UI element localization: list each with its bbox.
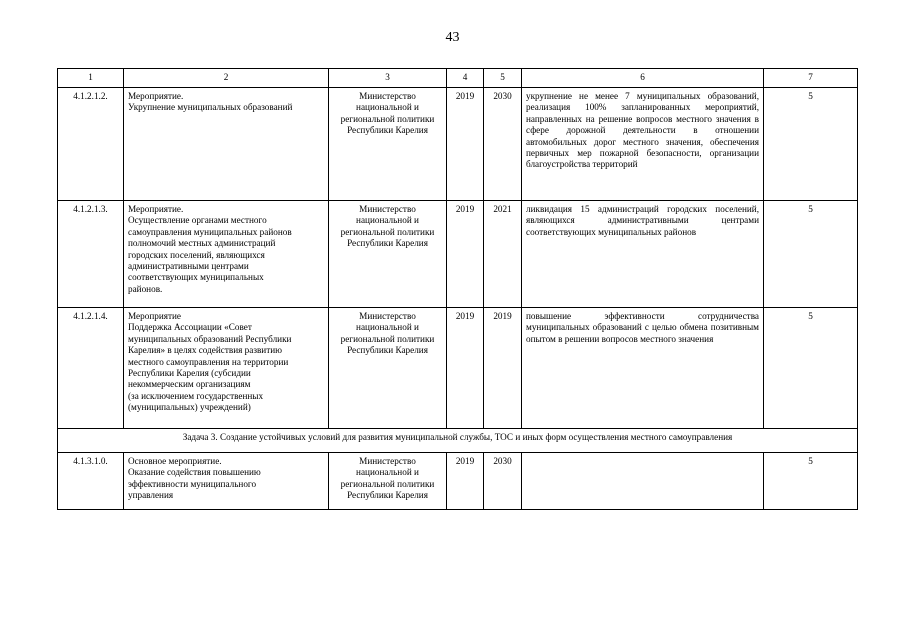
executor-line: региональной политики (340, 333, 435, 344)
column-header: 7 (764, 69, 858, 88)
row-indicator: 5 (764, 88, 858, 201)
program-table (57, 68, 858, 510)
event-line: эффективности муниципального (128, 478, 257, 489)
column-header: 5 (484, 69, 522, 88)
executor-line: региональной политики (340, 226, 435, 237)
executor-line: Министерство (359, 311, 416, 321)
event-line: Основное мероприятие. (128, 456, 222, 466)
page-number: 43 (445, 30, 460, 45)
row-event (124, 453, 329, 510)
row-code: 4.1.2.1.2. (58, 88, 124, 201)
event-line: Мероприятие. (128, 204, 184, 214)
event-line: муниципальных образований Республики (128, 333, 292, 344)
row-indicator: 5 (764, 201, 858, 308)
row-code: 4.1.2.1.4. (58, 308, 124, 429)
row-end-year: 2019 (484, 308, 522, 429)
column-header: 3 (329, 69, 447, 88)
row-code: 4.1.3.1.0. (58, 453, 124, 510)
row-executor (329, 88, 447, 201)
result-text: центрами соответствующих муниципальных (526, 215, 759, 237)
event-line: управления (128, 490, 174, 501)
table-row (58, 201, 858, 308)
executor-line: Министерство (359, 204, 416, 214)
executor-line: национальной и (356, 322, 419, 333)
table-row (58, 308, 858, 429)
column-header: 2 (124, 69, 329, 88)
row-indicator: 5 (764, 453, 858, 510)
event-line: Оказание содействия повышению (128, 467, 261, 478)
result-text: пожарной безопасности, организации (599, 148, 759, 159)
column-header: 6 (522, 69, 764, 88)
result-text: местного значения, обеспечения первичных мер (526, 136, 759, 159)
row-event (124, 308, 329, 429)
row-result (522, 88, 764, 201)
row-start-year: 2019 (447, 453, 484, 510)
event-line: (за исключением государственных (128, 390, 264, 401)
row-code: 4.1.2.1.3. (58, 201, 124, 308)
row-start-year: 2019 (447, 308, 484, 429)
row-executor (329, 201, 447, 308)
result-text: ликвидация 15 администраций городских (526, 204, 707, 214)
row-executor (329, 453, 447, 510)
event-line: Осуществление органами местного (128, 215, 267, 226)
row-end-year: 2030 (484, 88, 522, 201)
row-result (522, 201, 764, 308)
result-text: благоустройства территорий (526, 159, 638, 170)
executor-line: региональной политики (340, 478, 435, 489)
executor-line: национальной и (356, 102, 419, 113)
event-line: местного самоуправления на территории (128, 356, 289, 367)
row-start-year: 2019 (447, 201, 484, 308)
result-text: образований, реализация 100% запланированных (526, 91, 760, 113)
column-header: 1 (58, 69, 124, 88)
result-text: деятельности в отношении автомобильных дорог (526, 125, 759, 147)
executor-line: Республики Карелия (347, 238, 428, 249)
result-text: укрупнение не менее 7 муниципальных (526, 91, 701, 101)
executor-line: Республики Карелия (347, 125, 428, 136)
result-text: повышение эффективности сотрудничества (526, 311, 759, 321)
result-text: позитивным опытом в решении вопросов местного (526, 322, 759, 344)
table-row (58, 88, 858, 201)
task-header-row (58, 429, 858, 453)
executor-line: Министерство (359, 456, 416, 466)
executor-line: Республики Карелия (347, 345, 428, 356)
result-text: поселений, являющихся административными (526, 204, 760, 226)
result-text: мероприятий, направленных на решение вопросов (526, 102, 759, 124)
result-text: муниципальных образований с целью обмена (526, 322, 708, 333)
event-line: Мероприятие. (128, 91, 184, 101)
row-executor (329, 308, 447, 429)
row-indicator: 5 (764, 308, 858, 429)
result-text: местного значения в сфере дорожной (526, 113, 760, 136)
event-line: соответствующих муниципальных (128, 272, 264, 283)
event-line: (муниципальных) учреждений) (128, 402, 251, 413)
row-end-year: 2030 (484, 453, 522, 510)
event-line: районов. (128, 283, 163, 294)
column-header: 4 (447, 69, 484, 88)
executor-line: национальной и (356, 215, 419, 226)
task-title: Задача 3. Создание устойчивых условий для развития муниципальной службы, ТОС и иных форм осуществления местного самоуправления (58, 429, 858, 453)
column-header-row (58, 69, 858, 88)
result-text: районов (664, 226, 697, 237)
row-start-year: 2019 (447, 88, 484, 201)
event-line: городских поселений, являющихся (128, 249, 265, 260)
result-text: значения (678, 333, 714, 344)
row-result (522, 308, 764, 429)
executor-line: региональной политики (340, 113, 435, 124)
event-line: некоммерческим организациям (128, 379, 251, 390)
event-line: Укрупнение муниципальных образований (128, 102, 293, 113)
row-event (124, 201, 329, 308)
event-line: Мероприятие (128, 311, 181, 321)
row-end-year: 2021 (484, 201, 522, 308)
event-line: Поддержка Ассоциации «Совет (128, 322, 252, 333)
row-event (124, 88, 329, 201)
table-row (58, 453, 858, 510)
executor-line: Республики Карелия (347, 490, 428, 501)
event-line: административными центрами (128, 261, 249, 272)
event-line: Карелия» в целях содействия развитию (128, 345, 283, 356)
executor-line: Министерство (359, 91, 416, 101)
event-line: полномочий местных администраций (128, 238, 276, 249)
event-line: Республики Карелия (субсидии (128, 368, 251, 379)
executor-line: национальной и (356, 467, 419, 478)
row-result (522, 453, 764, 510)
event-line: самоуправления муниципальных районов (128, 226, 292, 237)
